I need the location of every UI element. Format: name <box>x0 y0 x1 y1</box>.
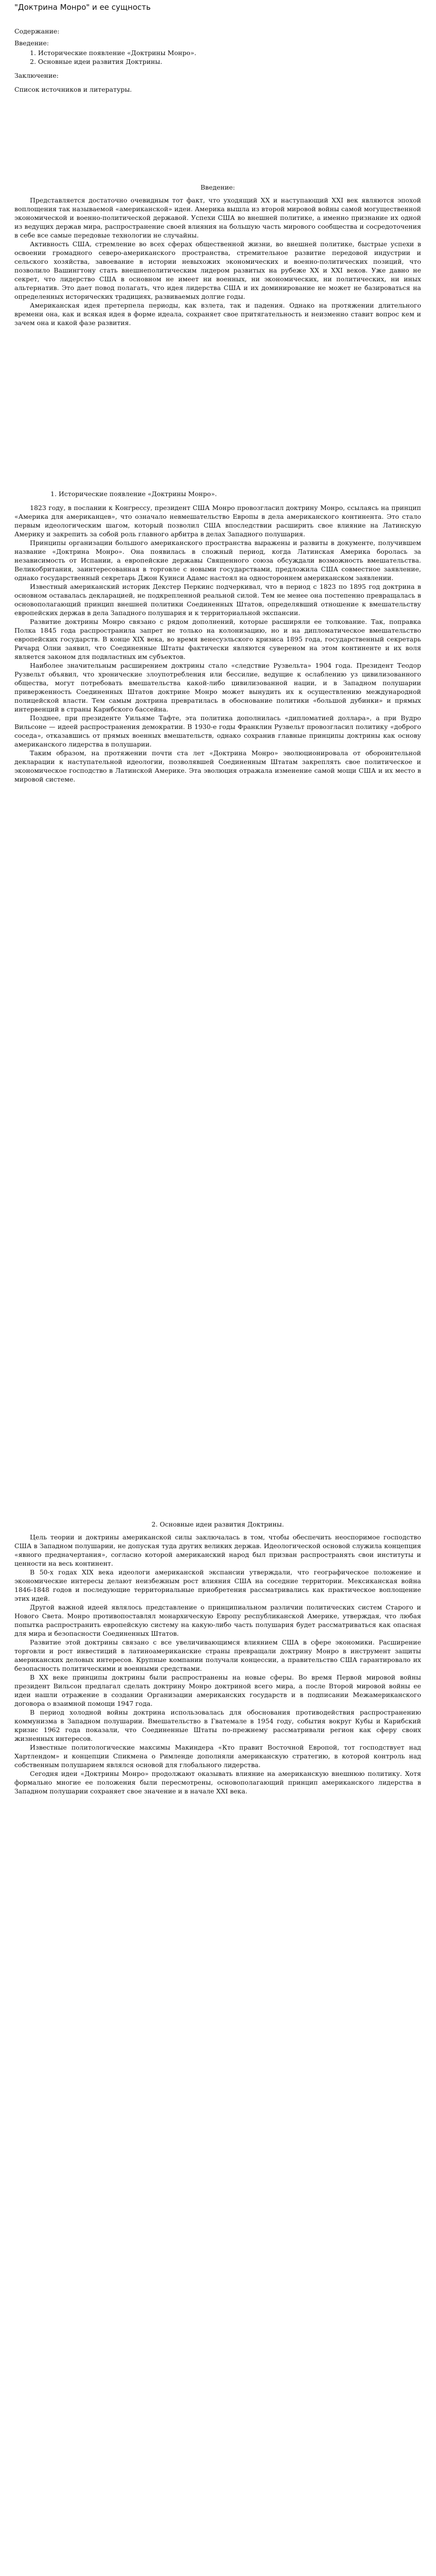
paragraph: В период холодной войны доктрина использовалась для обоснования противодействия распространению коммунизма в Западном полушарии. Вмешательство в Гватемале в 1954 году, события вокруг Кубы и Карибский кризис 1962 года показали, что Соединенные Штаты по-прежнему рассматривали регион как сферу своих жизненных интересов. <box>14 1708 421 1742</box>
paragraph: Цель теории и доктрины американской силы заключалась в том, чтобы обеспечить неоспоримое господство США в Западном полушарии, не допуская туда других великих держав. Идеологической основой служила концепция «явного предначертания», согласно которой американский народ был призван распространять свои институты и ценности на весь континент. <box>14 1533 421 1567</box>
toc-list <box>30 48 421 66</box>
paragraph: Другой важной идеей являлось представление о принципиальном различии политических систем Старого и Нового Света. Монро противопоставлял монархическую Европу республиканской Америке, утверждая, что любая попытка распространить европейскую систему на какую-либо часть полушария будет рассматриваться как опасная для мира и безопасности Соединенных Штатов. <box>14 1603 421 1637</box>
toc-item: 2. Основные идеи развития Доктрины. <box>30 58 163 65</box>
paragraph: 1823 году, в послании к Конгрессу, президент США Монро провозгласил доктрину Монро, ссылаясь на принцип «Америка для американцев», что означало невмешательство Европы в дела американского континента. Это стало первым идеологическим шагом, который позволил США впоследствии расширить свое влияние на Латинскую Америку и закрепить за собой роль главного арбитра в делах Западного полушария. <box>14 504 421 538</box>
paragraph: Американская идея претерпела периоды, как взлета, так и падения. Однако на протяжении длительного времени она, как и всякая идея в форме идеала, сохраняет свое притягательность и неизменно ставит вопрос кем и зачем она и какой фазе развития. <box>14 301 421 327</box>
toc-item: 1. Исторические появление «Доктрины Монро». <box>30 49 197 57</box>
paragraph: Известный американский историк Декстер Перкинс подчеркивал, что в период с 1823 по 1895 год доктрина в основном оставалась декларацией, не подкрепленной реальной силой. Тем не менее она постепенно превращалась в основополагающий принцип внешней политики Соединенных Штатов, определявший отношение к вмешательству европейских держав в дела Западного полушария и к территориальной экспансии. <box>14 583 421 617</box>
paragraph: Активность США, стремление во всех сферах общественной жизни, во внешней политике, быстрые успехи в освоении громадного северо-американского пространства, стремительное развитие передовой индустрии и сельского хозяйства, завоевание в истории невыхожих экономических и военно-политических позиций, что позволило Вашингтону стать внешнеполитическим лидером развитых на рубеже XX и XXI веков. Уже давно не секрет, что лидерство США в основном не имеет ни военных, ни экономических, ни политических, ни иных альтернатив. Это дает повод полагать, что идея лидерства США и их доминирование не может не базироваться на определенных исторических традициях, развиваемых долгие годы. <box>14 240 421 300</box>
paragraph: В XX веке принципы доктрины были распространены на новые сферы. Во время Первой мировой войны президент Вильсон предлагал сделать доктрину Монро доктриной всего мира, а после Второй мировой войны ее идеи нашли отражение в создании Организации американских государств и в подписании Межамериканского договора о взаимной помощи 1947 года. <box>14 1673 421 1707</box>
table-of-contents <box>14 27 421 94</box>
paragraph: Таким образом, на протяжении почти ста лет «Доктрина Монро» эволюционировала от оборонительной декларации к наступательной идеологии, позволявшей Соединенным Штатам закреплять свое политическое и экономическое господство в Латинской Америке. Эта эволюция отражала изменение самой мощи США и их место в мировой системе. <box>14 749 421 783</box>
toc-references: Список источников и литературы. <box>14 86 132 93</box>
toc-conclusion: Заключение: <box>14 72 59 79</box>
paragraph: В 50-х годах XIX века идеологи американской экспансии утверждали, что географическое положение и экономические интересы делают неизбежным рост влияния США на соседние территории. Мексиканская война 1846-1848 годов и последующие территориальные приобретения рассматривались как практическое воплощение этих идей. <box>14 1568 421 1602</box>
paragraph: Развитие этой доктрины связано с все увеличивающимся влиянием США в сфере экономики. Расширение торговли и рост инвестиций в латиноамериканские страны превращали доктрину Монро в инструмент защиты американских деловых интересов. Крупные компании получали концессии, а правительство США гарантировало их безопасность политическими и военными средствами. <box>14 1638 421 1672</box>
paragraph: Сегодня идеи «Доктрины Монро» продолжают оказывать влияние на американскую внешнюю политику. Хотя формально многие ее положения были пересмотрены, основополагающий принцип американского лидерства в Западном полушарии сохраняет свое значение и в начале XXI века. <box>14 1770 421 1795</box>
toc-intro: Введение: <box>14 39 49 47</box>
chapter-2-section <box>14 1520 421 1795</box>
paragraph: Известные политологические максимы Макиндера «Кто правит Восточной Европой, тот господствует над Хартлендом» и концепции Спикмена о Римленде дополняли американскую стратегию, в которой контроль над собственным полушарием являлся основой для глобального лидерства. <box>14 1743 421 1769</box>
paragraph: Представляется достаточно очевидным тот факт, что уходящий XX и наступающий XXI век являются эпохой воплощения так называемой «американской» идеи. Америка вышла из второй мировой войны самой могущественной экономической и военно-политической державой. Успехи США во внешней политике, а именно признание их одной из ведущих держав мира, распространение своей влияния на большую часть мирового сообщества и сосредоточения в себе все самые передовые технологии не случайны. <box>14 196 421 239</box>
introduction-section <box>14 183 421 327</box>
introduction-heading: Введение: <box>200 183 235 191</box>
toc-heading: Содержание: <box>14 27 60 35</box>
paragraph: Позднее, при президенте Уильяме Тафте, эта политика дополнилась «дипломатией доллара», а при Вудро Вильсоне — идеей распространения демократии. В 1930-е годы Франклин Рузвельт провозгласил политику «доброго соседа», отказавшись от прямых военных вмешательств, однако сохранив главные принципы доктрины как основу американского лидерства в полушарии. <box>14 714 421 748</box>
document-title: "Доктрина Монро" и ее сущность <box>14 3 151 12</box>
chapter-2-heading: 2. Основные идеи развития Доктрины. <box>151 1520 284 1528</box>
chapter-1-section <box>14 489 421 784</box>
paragraph: Наиболее значительным расширением доктрины стало «следствие Рузвельта» 1904 года. Президент Теодор Рузвельт объявил, что хронические злоупотребления или бессилие, ведущие к ослаблению уз цивилизованного общества, могут потребовать вмешательства какой-либо цивилизованной нации, и в Западном полушарии приверженность Соединенных Штатов доктрине Монро может вынудить их к осуществлению международной полицейской власти. Тем самым доктрина превратилась в обоснование политики «большой дубинки» и прямых интервенций в страны Карибского бассейна. <box>14 662 421 713</box>
document-page <box>14 0 421 1795</box>
paragraph: Принципы организации большого американского пространства выражены и развиты в документе, получившем название «Доктрина Монро». Она появилась в сложный период, когда Латинская Америка боролась за независимость от Испании, а европейские державы Священного союза обсуждали возможность вмешательства. Великобритания, заинтересованная в торговле с новыми государствами, предложила США совместное заявление, однако государственный секретарь Джон Куинси Адамс настоял на одностороннем американском заявлении. <box>14 539 421 582</box>
paragraph: Развитие доктрины Монро связано с рядом дополнений, которые расширяли ее толкование. Так, поправка Полка 1845 года распространила запрет не только на колонизацию, но и на дипломатическое вмешательство европейских государств. В конце XIX века, во время венесуэльского кризиса 1895 года, государственный секретарь Ричард Олни заявил, что Соединенные Штаты фактически являются сувереном на этом континенте и их воля является законом для подвластных им субъектов. <box>14 618 421 660</box>
chapter-1-heading: 1. Исторические появление «Доктрины Монро». <box>50 490 217 498</box>
